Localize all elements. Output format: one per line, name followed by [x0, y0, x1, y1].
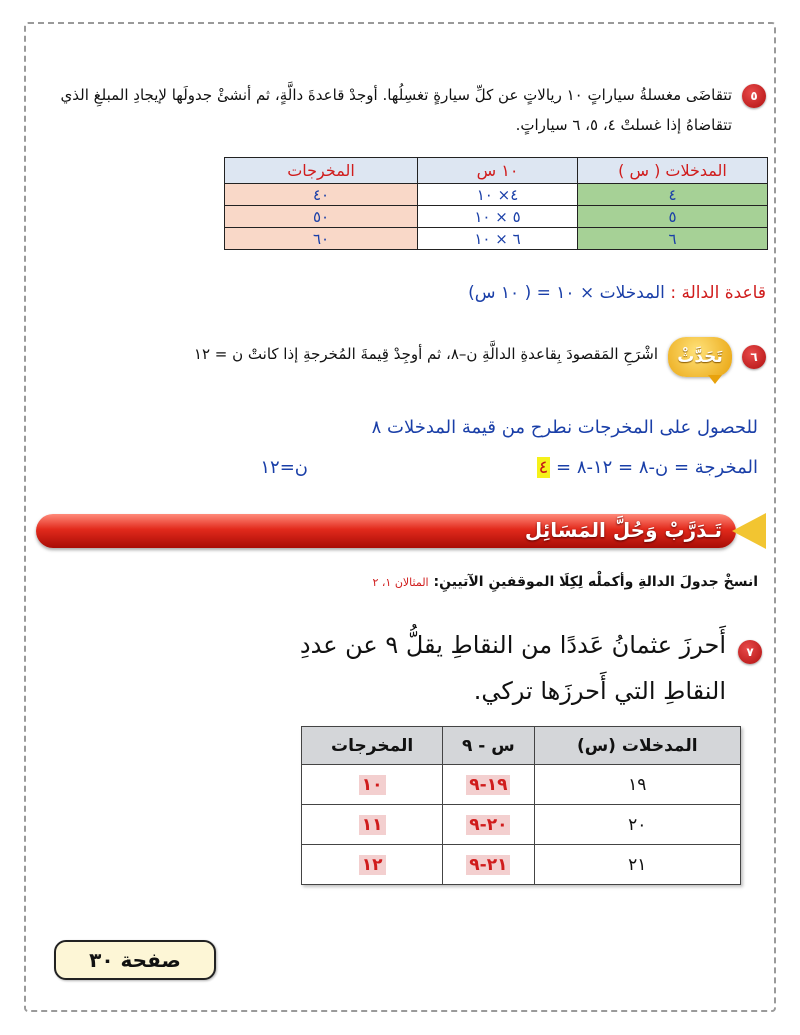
table-row: [225, 206, 768, 228]
practice-banner: [36, 510, 766, 552]
answer-highlight: ٤: [538, 457, 549, 478]
header-rule: س - ٩: [443, 727, 534, 765]
table-row: [302, 765, 741, 805]
output-cell: [302, 805, 443, 845]
input-cell: ٦: [578, 228, 768, 250]
banner-title: تَـدَرَّبْ وَحُلَّ المَسَائِل: [524, 518, 722, 542]
output-cell: [302, 845, 443, 885]
function-table-q5: [224, 157, 768, 250]
triangle-arrow-icon: [732, 513, 766, 549]
table-header-row: [225, 158, 768, 184]
question-7-number: ٧: [738, 640, 762, 664]
output-cell-value: ١٢: [359, 855, 386, 875]
question-7: [36, 620, 766, 720]
page-number-label: صفحة ٣٠: [54, 940, 216, 980]
header-outputs: المخرجات: [302, 727, 443, 765]
header-inputs: المدخلات (س): [534, 727, 740, 765]
question-6-text: اشْرَحِ المَقصودَ بِقاعدةِ الدالَّةِ ن–٨، ثم أوجِدْ قِيمةَ المُخرجةِ إذا كانتْ ن = ١٢: [193, 345, 658, 363]
question-5-number: ٥: [742, 84, 766, 108]
rule-cell: ٥ × ١٠: [418, 206, 578, 228]
table-header-row: [302, 727, 741, 765]
question-6-number: ٦: [742, 345, 766, 369]
answer-line-2: [38, 457, 758, 485]
output-cell: ٤٠: [225, 184, 418, 206]
rule-cell: ٦ × ١٠: [418, 228, 578, 250]
rule-cell: [443, 765, 534, 805]
table-row: [225, 184, 768, 206]
input-cell: ٢١: [534, 845, 740, 885]
rule-cell-value: ٢٠-٩: [466, 815, 510, 835]
answer-n-value: ن=١٢: [260, 457, 308, 478]
function-rule-text: المدخلات × ١٠ = ( ١٠ س): [468, 283, 665, 303]
question-6: [36, 333, 766, 383]
function-rule: [468, 283, 766, 303]
rule-cell-value: ١٩-٩: [466, 775, 510, 795]
output-cell: ٦٠: [225, 228, 418, 250]
function-rule-label: قاعدة الدالة :: [670, 283, 766, 303]
output-cell-value: ١١: [359, 815, 386, 835]
output-cell: ٥٠: [225, 206, 418, 228]
table-row: [225, 228, 768, 250]
answer-line-1: للحصول على المخرجات نطرح من قيمة المدخلات ٨: [371, 417, 758, 438]
question-5-text: تتقاضَى مغسلةُ سياراتٍ ١٠ ريالاتٍ عن كلِّ سيارةٍ تغسِلُها. أوجدْ قاعدةَ دالَّةٍ، ثم أنشئْ جدولَها لإيجادِ المبلغِ الذي تتقاضاهُ إذا غسلتْ ٤، ٥، ٦ سياراتٍ.: [60, 86, 732, 134]
input-cell: ١٩: [534, 765, 740, 805]
input-cell: ٢٠: [534, 805, 740, 845]
header-outputs: المخرجات: [225, 158, 418, 184]
header-rule: ١٠ س: [418, 158, 578, 184]
rule-cell: ٤× ١٠: [418, 184, 578, 206]
answer-equation-text: المخرجة = ن-٨ = ١٢-٨ =: [556, 457, 758, 478]
instruction: [372, 574, 758, 590]
output-cell: [302, 765, 443, 805]
rule-cell: [443, 805, 534, 845]
table-row: [302, 845, 741, 885]
instruction-text: انسخْ جدولَ الدالةِ وأكملْه لِكِلَا الموقفينِ الآتيينِ:: [433, 574, 758, 590]
function-table-q7: [301, 726, 741, 885]
answer-equation: [537, 457, 758, 478]
question-7-text: أَحرزَ عثمانُ عَددًا من النقاطِ يقلُّ ٩ عن عددِ النقاطِ التي أَحرزَها تركي.: [299, 631, 726, 705]
input-cell: ٤: [578, 184, 768, 206]
talk-badge: تَحَدَّثْ: [668, 337, 732, 377]
rule-cell: [443, 845, 534, 885]
table-row: [302, 805, 741, 845]
output-cell-value: ١٠: [359, 775, 386, 795]
input-cell: ٥: [578, 206, 768, 228]
instruction-examples: المثالان ١، ٢: [372, 576, 429, 589]
rule-cell-value: ٢١-٩: [466, 855, 510, 875]
header-inputs: المدخلات ( س ): [578, 158, 768, 184]
